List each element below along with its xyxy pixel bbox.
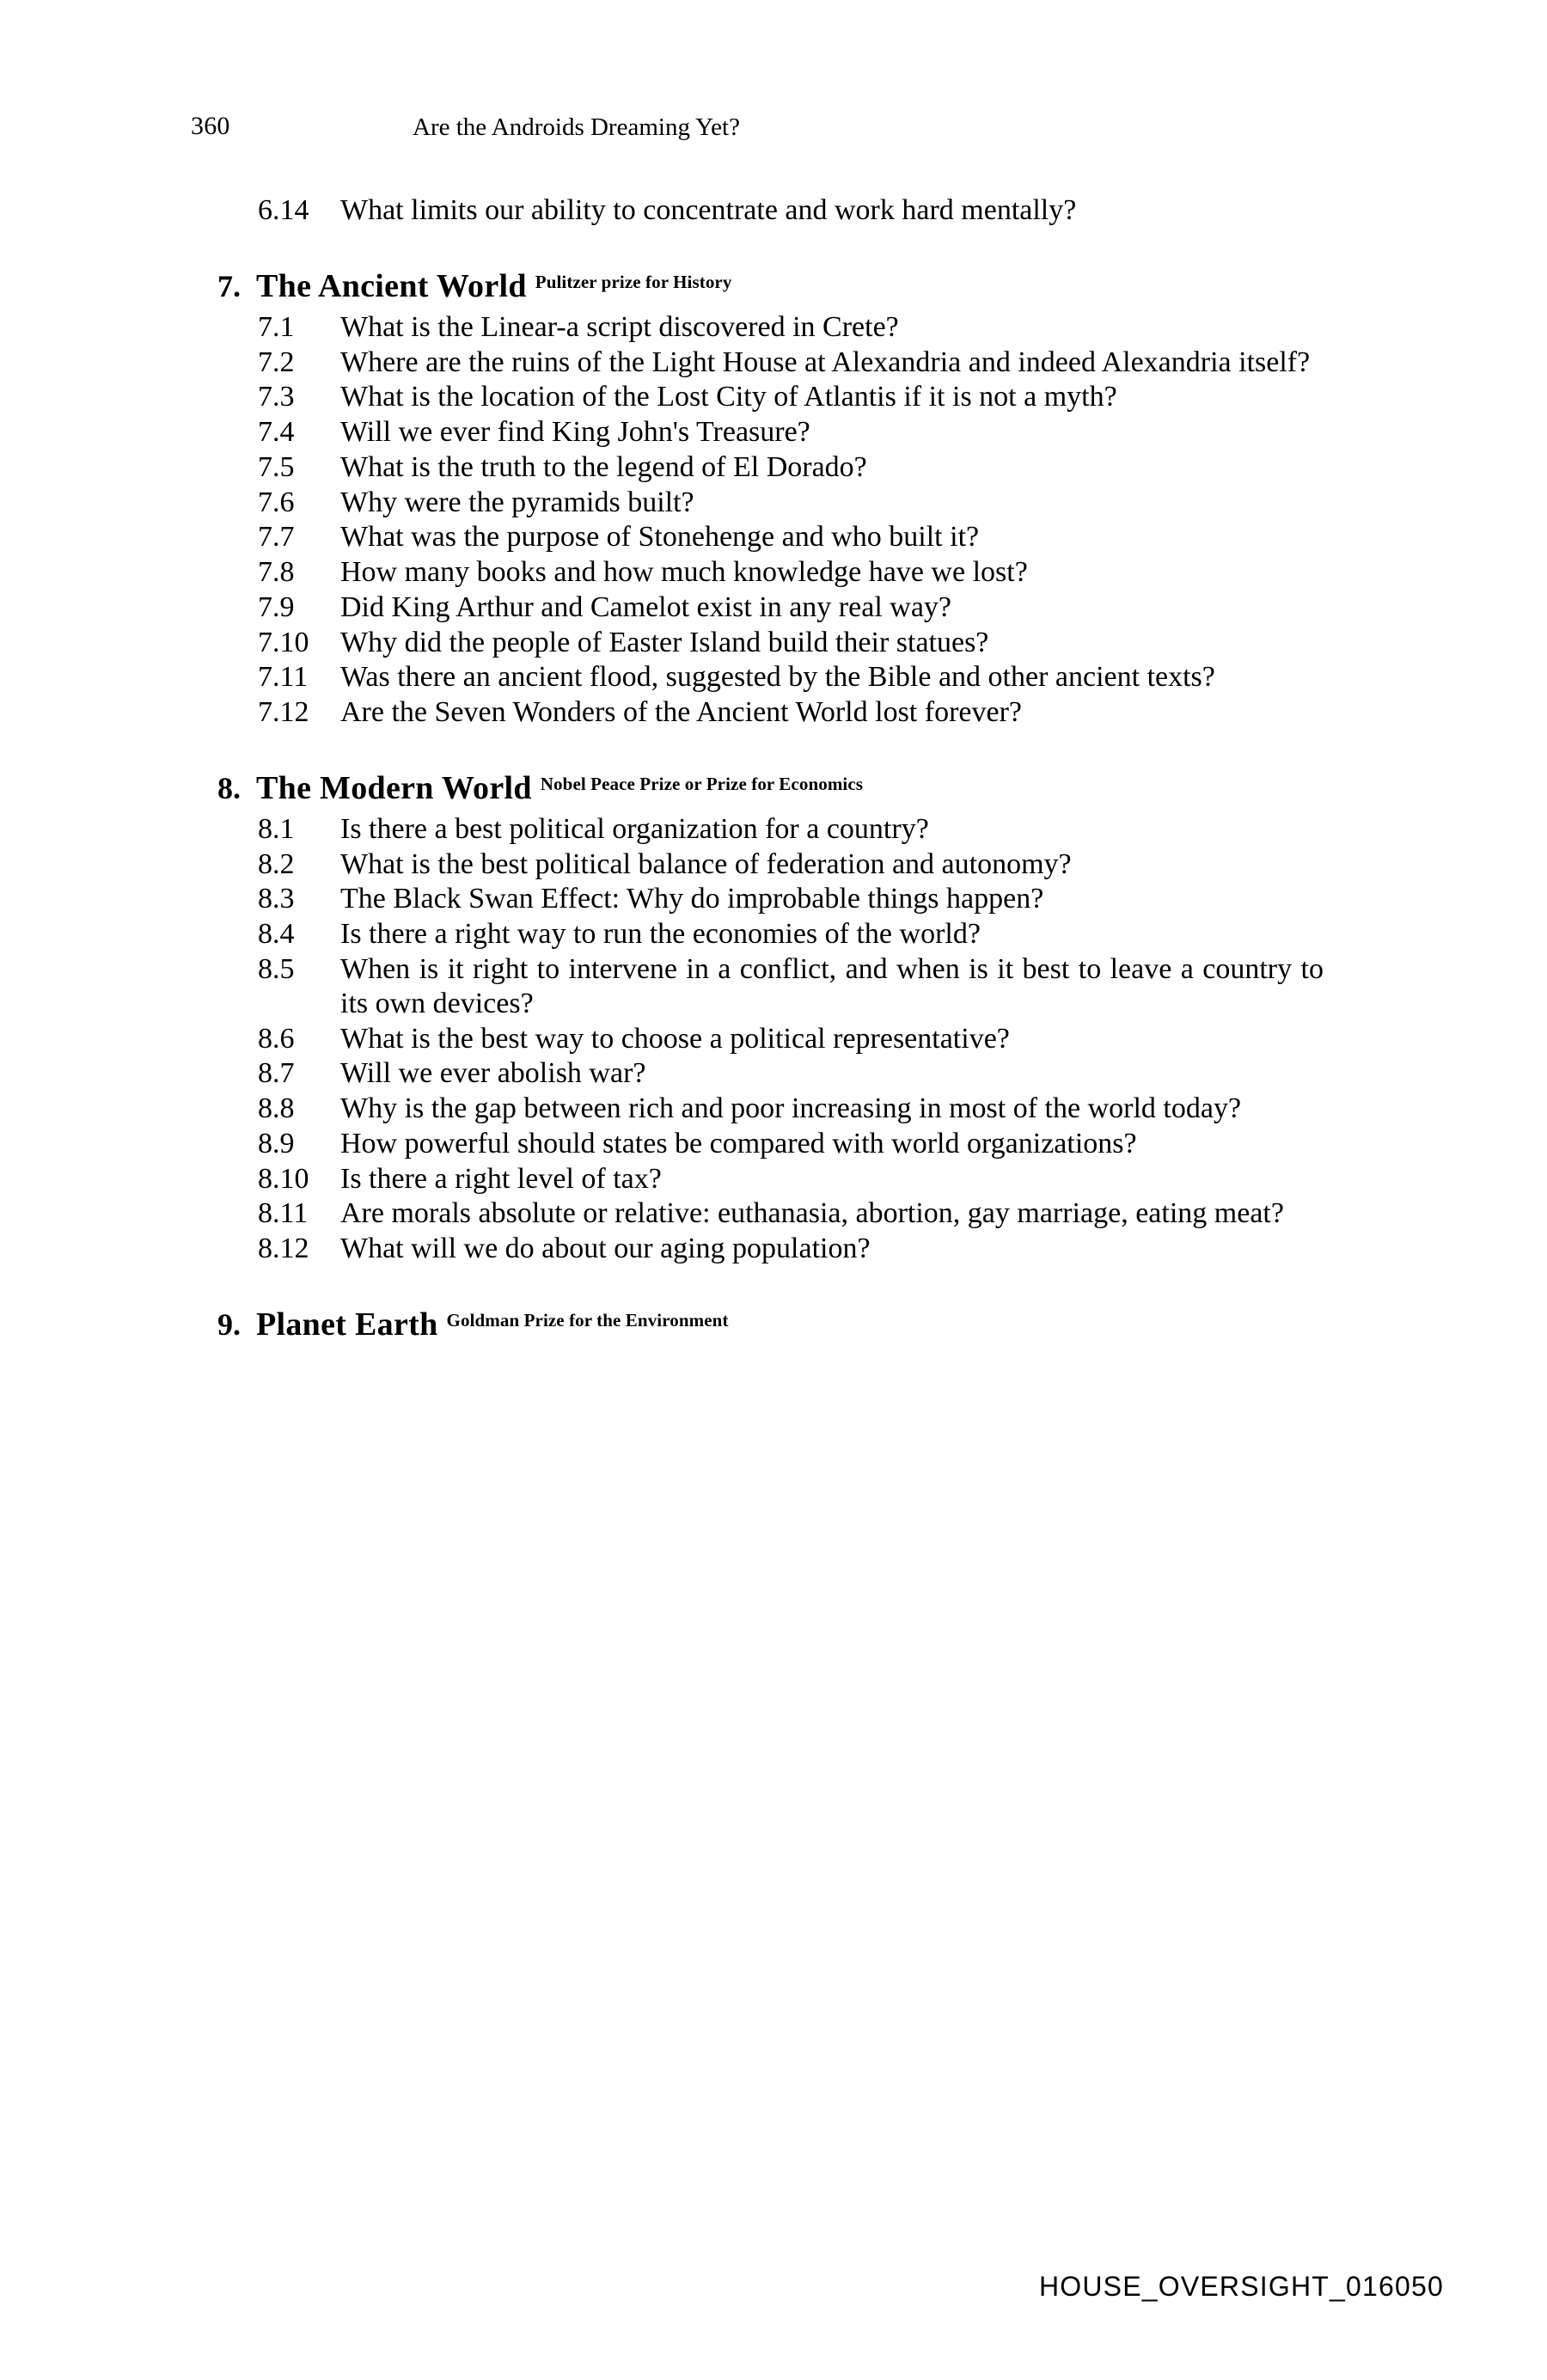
list-item-number: 8.10 (258, 1162, 309, 1195)
list-item-text: Why were the pyramids built? (340, 486, 694, 518)
section-prize-note: Pulitzer prize for History (535, 271, 732, 292)
list-item (258, 1092, 1324, 1126)
page-body (217, 193, 1324, 1349)
list-item-number: 7.1 (258, 310, 295, 343)
list-item-text: Will we ever abolish war? (340, 1057, 646, 1090)
section-number: 9. (217, 1306, 241, 1342)
list-item-number: 8.9 (258, 1127, 295, 1159)
list-item-text: What limits our ability to concentrate and work hard mentally? (340, 194, 1077, 226)
list-item-number: 7.6 (258, 486, 295, 518)
list-item-number: 7.3 (258, 381, 295, 413)
list-item (258, 520, 1324, 554)
list-item-number: 6.14 (258, 194, 309, 226)
list-item-text: Why is the gap between rich and poor increasing in most of the world today? (340, 1092, 1242, 1125)
list-item (258, 847, 1324, 882)
section-prize-note: Nobel Peace Prize or Prize for Economics (540, 773, 864, 794)
list-item-number: 7.7 (258, 521, 295, 554)
list-item (258, 882, 1324, 916)
list-item (258, 952, 1324, 1021)
list-item-text: How many books and how much knowledge have we lost? (340, 556, 1028, 589)
list-item-text: Are morals absolute or relative: euthanasia, abortion, gay marriage, eating meat? (340, 1197, 1284, 1230)
list-item (258, 380, 1324, 414)
list-item-number: 7.8 (258, 556, 295, 589)
list-item-text: What was the purpose of Stonehenge and who built it? (340, 521, 980, 554)
list-item-number: 8.4 (258, 918, 295, 951)
list-item-text: Are the Seven Wonders of the Ancient World lost forever? (340, 696, 1022, 729)
list-item (258, 555, 1324, 590)
list-item (258, 626, 1324, 660)
list-item-text: Will we ever find King John's Treasure? (340, 416, 810, 449)
list-item-number: 8.1 (258, 812, 295, 845)
list-item (258, 346, 1324, 380)
list-item (258, 1232, 1324, 1266)
list-item-text: How powerful should states be compared with world organizations? (340, 1127, 1137, 1159)
list-item-text: What is the best political balance of federation and autonomy? (340, 847, 1072, 880)
list-item-number: 7.5 (258, 450, 295, 483)
list-item (258, 590, 1324, 625)
list-item (258, 660, 1324, 694)
list-item-number: 8.12 (258, 1233, 309, 1265)
list-item-text: The Black Swan Effect: Why do improbable things happen? (340, 883, 1044, 915)
list-item-text: Is there a best political organization for a country? (340, 812, 929, 845)
section-heading (196, 769, 1324, 807)
list-item (258, 695, 1324, 730)
list-item-text: Is there a right level of tax? (340, 1162, 662, 1195)
list-item-number: 7.12 (258, 696, 309, 729)
running-header-title: Are the Androids Dreaming Yet? (413, 113, 740, 141)
list-item-number: 8.2 (258, 847, 295, 880)
list-item-text: Did King Arthur and Camelot exist in any real way? (340, 590, 951, 623)
list-item (258, 1127, 1324, 1161)
list-item-text: Why did the people of Easter Island build their statues? (340, 626, 989, 658)
section-prize-note: Goldman Prize for the Environment (446, 1309, 729, 1331)
list-item (258, 1056, 1324, 1091)
list-item-number: 7.10 (258, 626, 309, 658)
list-item (258, 1022, 1324, 1056)
list-item (258, 310, 1324, 345)
section-number: 7. (217, 268, 241, 303)
list-item (258, 450, 1324, 485)
list-item-text: What is the truth to the legend of El Dorado? (340, 450, 867, 483)
section-title: The Ancient World (256, 267, 527, 304)
list-item-number: 7.4 (258, 416, 295, 449)
list-item (258, 1196, 1324, 1231)
list-item-number: 7.2 (258, 346, 295, 378)
list-item-text: What is the best way to choose a political representative? (340, 1022, 1010, 1055)
section-heading (196, 1306, 1324, 1343)
section-title: The Modern World (256, 769, 532, 806)
list-item-number: 7.9 (258, 590, 295, 623)
list-item-text: When is it right to intervene in a conflict, and when is it best to leave a country to its own devices? (340, 953, 1324, 1019)
list-item-text: What is the location of the Lost City of Atlantis if it is not a myth? (340, 381, 1117, 413)
page-number: 360 (191, 112, 230, 140)
list-item-text: Where are the ruins of the Light House at Alexandria and indeed Alexandria itself? (340, 346, 1311, 378)
bates-stamp: HOUSE_OVERSIGHT_016050 (1038, 2271, 1444, 2302)
list-item-number: 8.6 (258, 1022, 295, 1055)
list-item-text: What will we do about our aging population? (340, 1233, 871, 1265)
section-number: 8. (217, 770, 241, 805)
section-title: Planet Earth (256, 1306, 438, 1343)
list-item-text: What is the Linear-a script discovered in Crete? (340, 310, 899, 343)
list-item-number: 7.11 (258, 661, 309, 694)
list-item (258, 812, 1324, 847)
list-item-text: Is there a right way to run the economies of the world? (340, 918, 981, 951)
list-item (258, 1162, 1324, 1196)
list-item (258, 917, 1324, 951)
list-item-text: Was there an ancient flood, suggested by the Bible and other ancient texts? (340, 661, 1215, 694)
list-item-number: 8.7 (258, 1057, 295, 1090)
list-item (258, 193, 1324, 228)
list-item-number: 8.11 (258, 1197, 309, 1230)
list-item-number: 8.8 (258, 1092, 295, 1125)
list-item (258, 415, 1324, 450)
list-item-number: 8.5 (258, 953, 295, 986)
section-heading (196, 267, 1324, 305)
list-item-number: 8.3 (258, 883, 295, 915)
list-item (258, 486, 1324, 520)
